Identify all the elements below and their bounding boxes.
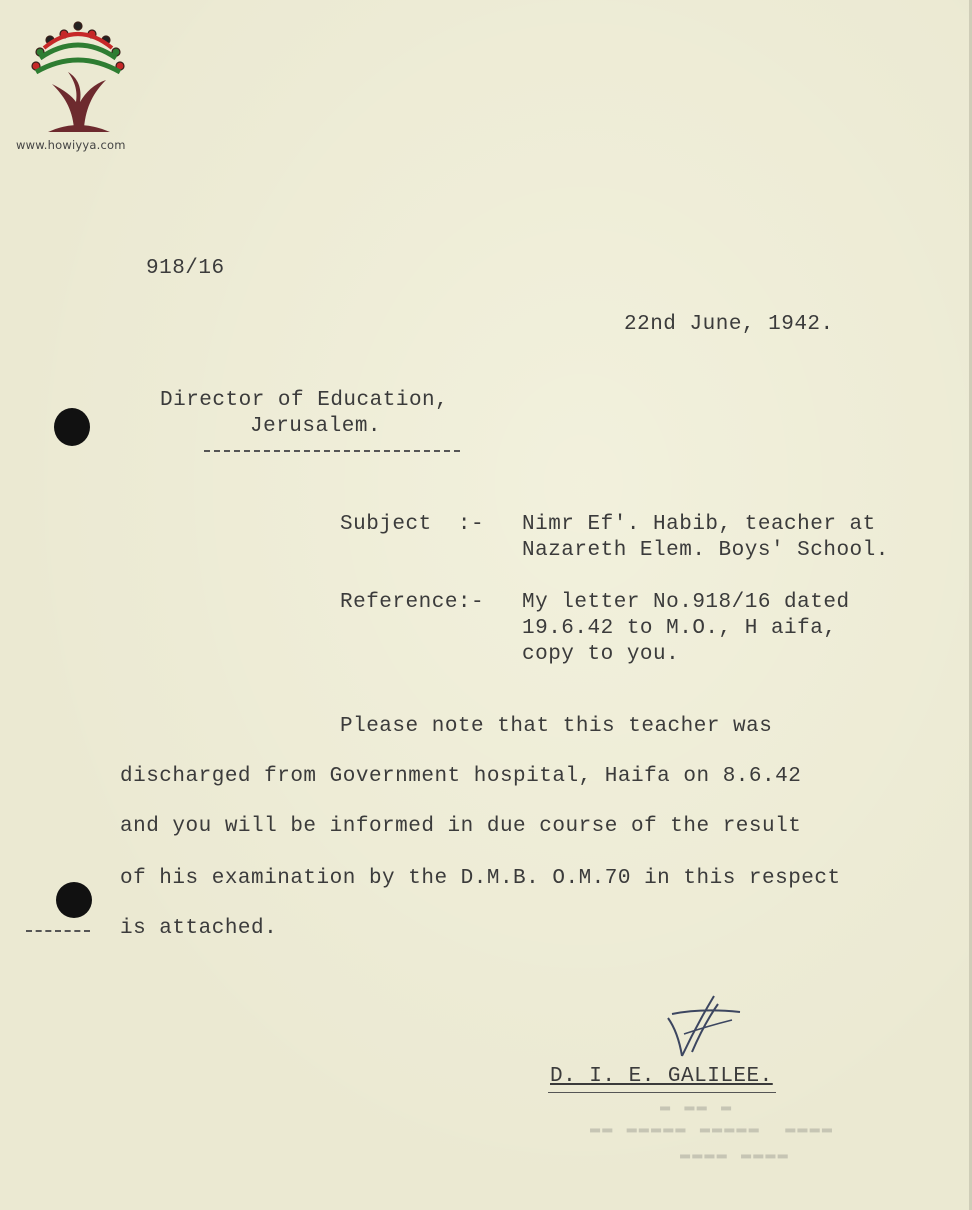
addressee-underline	[204, 450, 460, 452]
body-line: discharged from Government hospital, Haifa on 8.6.42	[120, 765, 802, 788]
bleed-through-text: ▬ ▬▬ ▬	[660, 1098, 734, 1117]
body-line: is attached.	[120, 917, 278, 940]
addressee-line2: Jerusalem.	[250, 415, 382, 438]
reference-line2: 19.6.42 to M.O., H aifa,	[522, 617, 837, 640]
addressee-line1: Director of Education,	[160, 389, 449, 412]
body-line: and you will be informed in due course of the result	[120, 815, 802, 838]
punch-hole-top	[54, 408, 90, 446]
subject-line2: Nazareth Elem. Boys' School.	[522, 539, 889, 562]
reference-number: 918/16	[146, 257, 225, 280]
body-line: Please note that this teacher was	[340, 715, 773, 738]
signatory-underline	[548, 1092, 776, 1093]
howiyya-logo-icon	[28, 18, 128, 138]
reference-label: Reference:-	[340, 591, 485, 614]
letter-date: 22nd June, 1942.	[624, 313, 834, 336]
watermark-url: www.howiyya.com	[16, 138, 126, 152]
reference-line3: copy to you.	[522, 643, 680, 666]
body-line: of his examination by the D.M.B. O.M.70 in this respect	[120, 867, 841, 890]
signatory-name: D. I. E. GALILEE.	[550, 1065, 773, 1088]
subject-label: Subject :-	[340, 513, 485, 536]
subject-line1: Nimr Ef'. Habib, teacher at	[522, 513, 876, 536]
bleed-through-text: ▬▬ ▬▬▬▬▬ ▬▬▬▬▬ ▬▬▬▬	[590, 1120, 835, 1139]
margin-dash	[26, 930, 90, 932]
bleed-through-text: ▬▬▬▬ ▬▬▬▬	[680, 1146, 790, 1165]
handwritten-signature-icon	[662, 990, 752, 1062]
punch-hole-bottom	[56, 882, 92, 918]
reference-line1: My letter No.918/16 dated	[522, 591, 850, 614]
